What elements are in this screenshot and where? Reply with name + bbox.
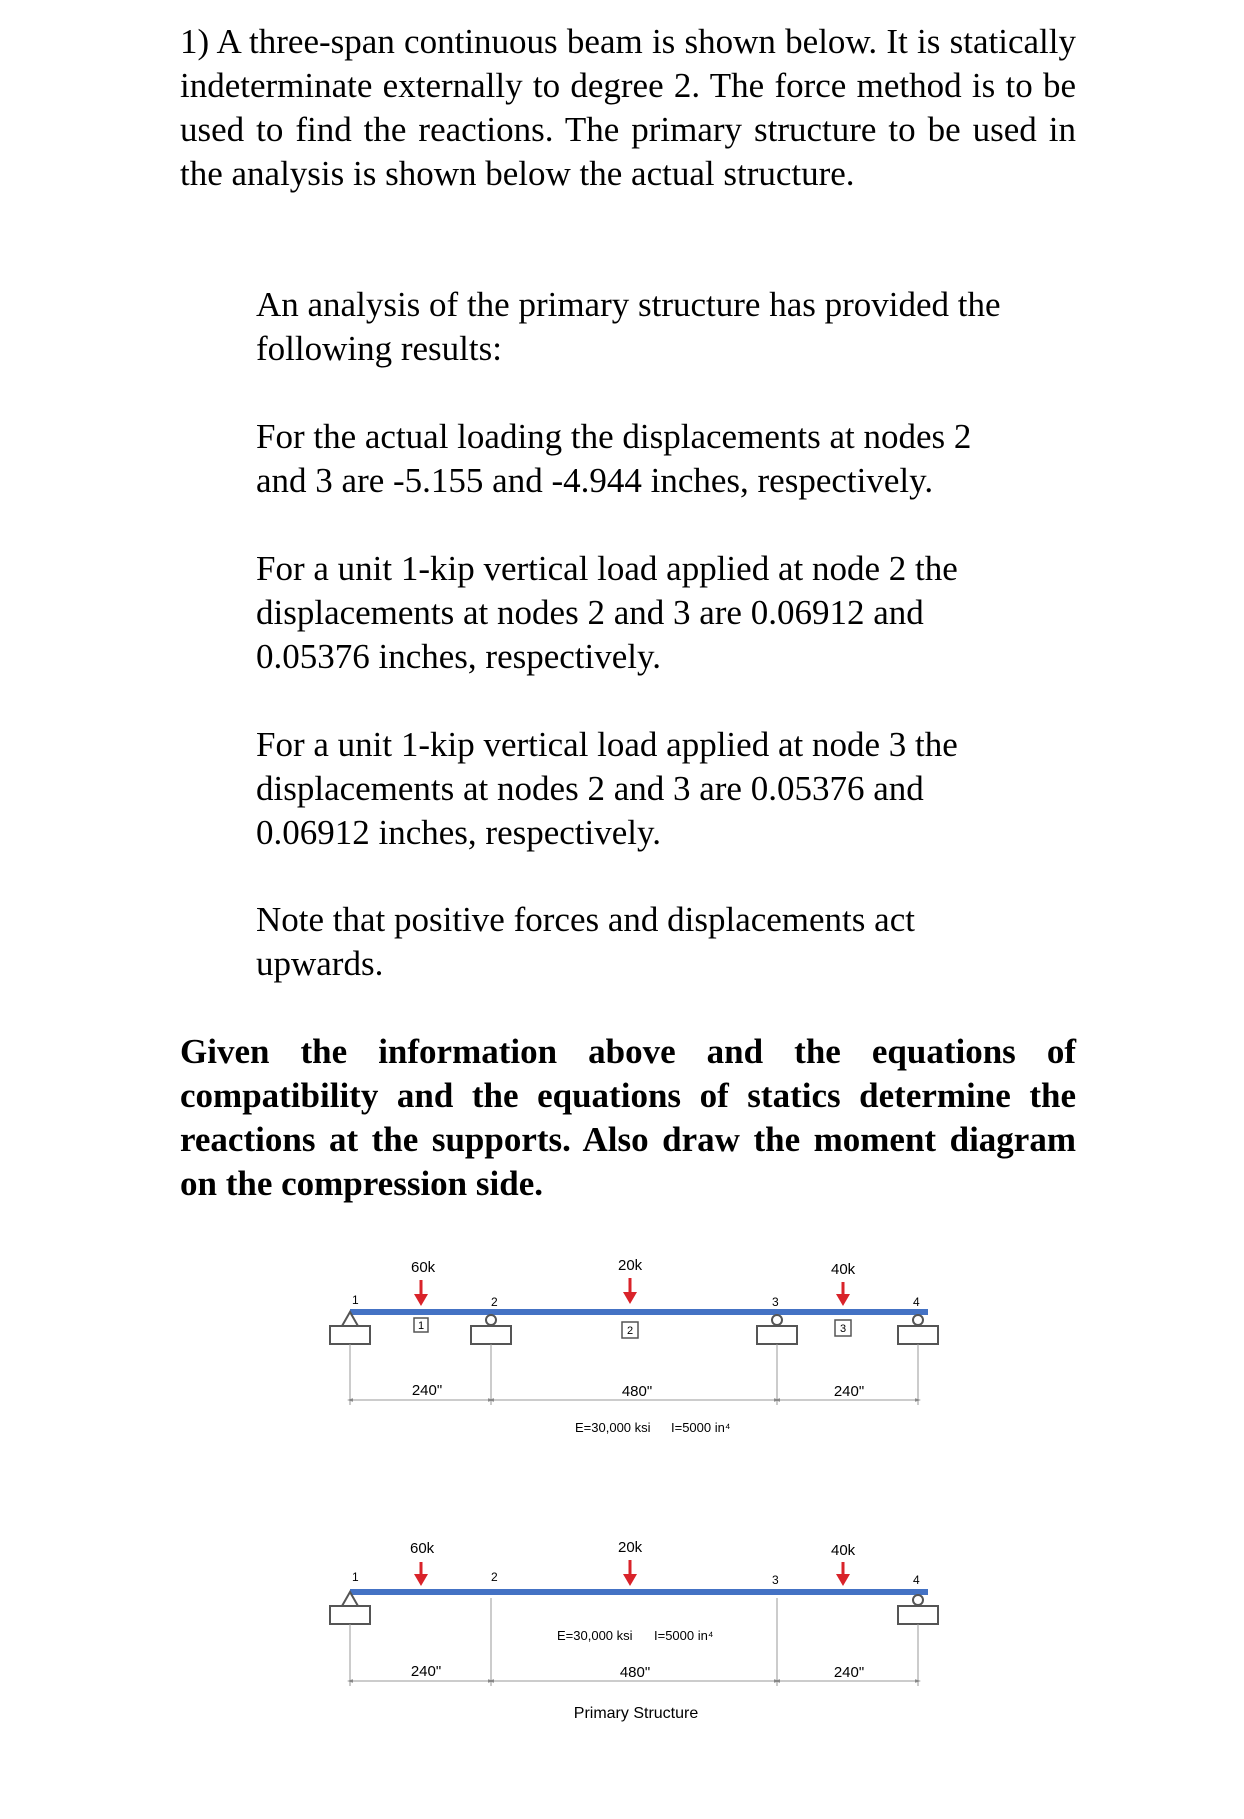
actual-support-3-icon	[757, 1315, 797, 1344]
sign-convention-note: Note that positive forces and displacements act upwards.	[256, 900, 915, 983]
actual-load-arrow-3-icon	[836, 1282, 850, 1306]
primary-load-40k: 40k	[831, 1542, 856, 1559]
primary-structure	[330, 1539, 938, 1722]
primary-structure-caption: Primary Structure	[573, 1705, 699, 1722]
actual-node-2: 2	[491, 1295, 498, 1309]
beam-figure	[0, 1240, 1244, 1740]
primary-node-3: 3	[772, 1573, 779, 1587]
actual-node-4: 4	[913, 1295, 920, 1309]
primary-support-4-icon	[898, 1595, 938, 1624]
actual-span-3: 240"	[833, 1383, 865, 1400]
primary-load-arrow-3-icon	[836, 1562, 850, 1586]
primary-property-i: I=5000 in⁴	[654, 1628, 714, 1643]
actual-node-1: 1	[352, 1293, 359, 1307]
problem-intro: 1) A three-span continuous beam is shown below. It is statically indeterminate externally to degree 2. The force method is to be used to find the reactions. The primary structure to be used in the analysis is shown below the actual structure.	[180, 22, 1076, 193]
actual-support-2-icon	[471, 1315, 511, 1344]
actual-load-arrow-2-icon	[623, 1278, 637, 1304]
svg-text:3: 3	[839, 1323, 847, 1335]
primary-load-arrow-2-icon	[623, 1560, 637, 1586]
actual-property-e: E=30,000 ksi	[575, 1420, 651, 1435]
primary-node-1: 1	[352, 1570, 359, 1584]
primary-load-60k: 60k	[410, 1540, 435, 1557]
primary-load-arrow-1-icon	[414, 1562, 428, 1586]
actual-structure	[330, 1257, 938, 1435]
primary-node-2: 2	[491, 1570, 498, 1584]
primary-span-2: 480"	[619, 1664, 651, 1681]
primary-load-20k: 20k	[618, 1539, 643, 1556]
actual-load-id-2	[622, 1322, 638, 1338]
actual-load-20k: 20k	[618, 1257, 643, 1274]
actual-load-id-3	[835, 1320, 851, 1336]
primary-span-3: 240"	[833, 1664, 865, 1681]
primary-support-1-icon	[330, 1592, 370, 1624]
primary-node-4: 4	[913, 1573, 920, 1587]
actual-span-1: 240"	[411, 1382, 443, 1399]
actual-load-40k: 40k	[831, 1261, 856, 1278]
primary-span-1: 240"	[410, 1663, 442, 1680]
task-statement: Given the information above and the equations of compatibility and the equations of statics determine the reactions at the supports. Also draw the moment diagram on the compression side.	[180, 1032, 1076, 1203]
results-heading: An analysis of the primary structure has provided the following results:	[256, 285, 1001, 368]
actual-property-i: I=5000 in⁴	[671, 1420, 731, 1435]
unit-load-node3-result: For a unit 1-kip vertical load applied at node 3 the displacements at nodes 2 and 3 are 0.05376 and 0.06912 inches, respectively.	[256, 725, 958, 852]
primary-property-e: E=30,000 ksi	[557, 1628, 633, 1643]
actual-loading-result: For the actual loading the displacements at nodes 2 and 3 are -5.155 and -4.944 inches, respectively.	[256, 417, 972, 500]
actual-load-id-1	[414, 1318, 428, 1332]
actual-span-2: 480"	[621, 1383, 653, 1400]
actual-node-3: 3	[772, 1295, 779, 1309]
unit-load-node2-result: For a unit 1-kip vertical load applied at node 2 the displacements at nodes 2 and 3 are 0.06912 and 0.05376 inches, respectively.	[256, 549, 958, 676]
svg-text:1: 1	[417, 1320, 425, 1332]
svg-text:2: 2	[626, 1325, 634, 1337]
actual-load-60k: 60k	[411, 1259, 436, 1276]
actual-load-arrow-1-icon	[414, 1280, 428, 1306]
actual-support-4-icon	[898, 1315, 938, 1344]
actual-support-1-icon	[330, 1312, 370, 1344]
